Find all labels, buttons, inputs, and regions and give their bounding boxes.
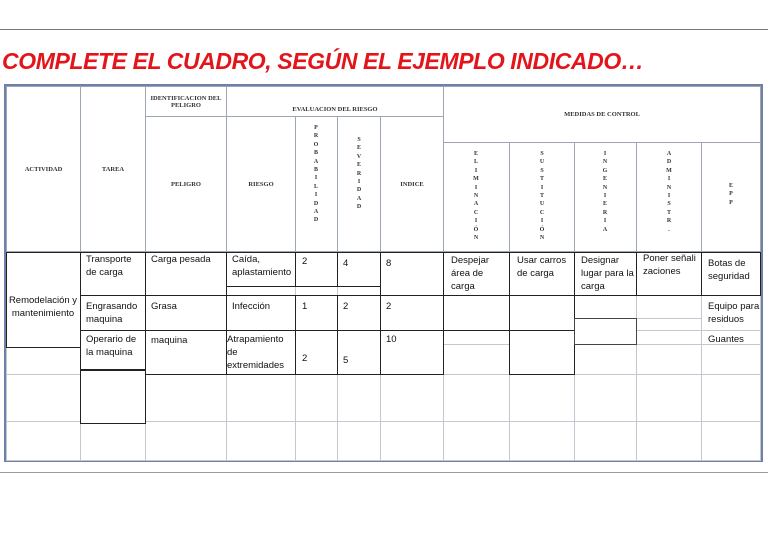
cell-r3-epp: Guantes [708,334,744,345]
header-administrativa [663,150,675,234]
header-identificacion [145,95,227,109]
cell-r3-severidad: 5 [343,355,349,366]
cell-r1-sustitucion: Usar carros de carga [517,255,567,279]
top-rule [0,29,768,30]
cell-r2-peligro: Grasa [151,301,177,312]
cell-r3-riesgo: Atrapamiento de extremidades [227,334,285,371]
grid-band-3 [6,421,761,461]
cell-r3-tarea: Operario de la maquina [86,334,137,358]
header-severidad-text: S E V E R I D A D [356,137,362,211]
cell-r1-probabilidad: 2 [302,256,308,267]
header-sustitucion-text: S U S T I T U C I Ó N [539,151,545,242]
header-tarea: TAREA [101,166,125,173]
cell-r2-indice: 2 [386,301,392,312]
header-indice: INDICE [400,181,424,188]
header-administrativa-text: A D M I N I S T R . [666,151,672,233]
cell-r1-severidad: 4 [343,258,349,269]
box-r3-ingenieria [574,318,637,345]
header-medidas: MEDIDAS DE CONTROL [564,111,640,118]
box-r2-sustitucion [509,295,575,331]
cell-r3-probabilidad: 2 [302,353,308,364]
header-evaluacion: EVALUACION DEL RIESGO [292,106,378,113]
header-epp [725,182,737,207]
header-epp-text: E P P [728,183,733,206]
cell-r2-tarea: Engrasando maquina [86,301,138,325]
cell-r1-tarea: Transporte de carga [86,254,132,278]
cell-r1-eliminacion: Despejar área de carga [451,255,490,292]
cell-r1-epp: Botas de seguridad [708,258,750,282]
cell-r3-peligro: maquina [151,335,188,346]
box-empty-tarea [80,370,146,424]
header-eliminacion-text: E L I M I N A C I Ó N [473,151,479,242]
header-actividad: ACTIVIDAD [24,166,63,173]
cell-r1-administrativa: Poner señalizaciones [643,253,696,277]
cell-r1-ingenieria: Designar lugar para la carga [581,255,634,292]
header-ingenieria [599,150,611,234]
header-identificacion-text: IDENTIFICACION DEL PELIGRO [150,95,222,109]
header-probabilidad-text: P R O B A B I L I D A D [313,125,319,224]
cell-r2-probabilidad: 1 [302,301,308,312]
box-r3-severidad [337,330,381,375]
cell-r1-riesgo: Caída, aplastamiento [232,254,292,278]
cell-r1-indice: 8 [386,258,392,269]
header-eliminacion [470,150,482,242]
header-ingenieria-text: I N G E N I E R I A [602,151,608,233]
header-sustitucion [536,150,548,242]
box-r3-sustitucion [509,330,575,375]
header-probabilidad [310,124,322,225]
cell-r2-riesgo: Infección [232,301,271,312]
cell-r2-severidad: 2 [343,301,349,312]
cell-r2-epp: Equipo para residuos [708,301,760,325]
box-r2-eliminacion [443,295,510,331]
cell-actividad: Remodelación y mantenimiento [8,295,78,319]
header-peligro: PELIGRO [171,181,201,188]
header-severidad [353,136,365,212]
page-title: COMPLETE EL CUADRO, SEGÚN EL EJEMPLO INDICADO… [2,48,644,74]
cell-r3-indice: 10 [386,334,397,345]
cell-r1-peligro: Carga pesada [151,254,211,265]
bottom-rule [0,472,768,473]
header-riesgo: RIESGO [248,181,274,188]
